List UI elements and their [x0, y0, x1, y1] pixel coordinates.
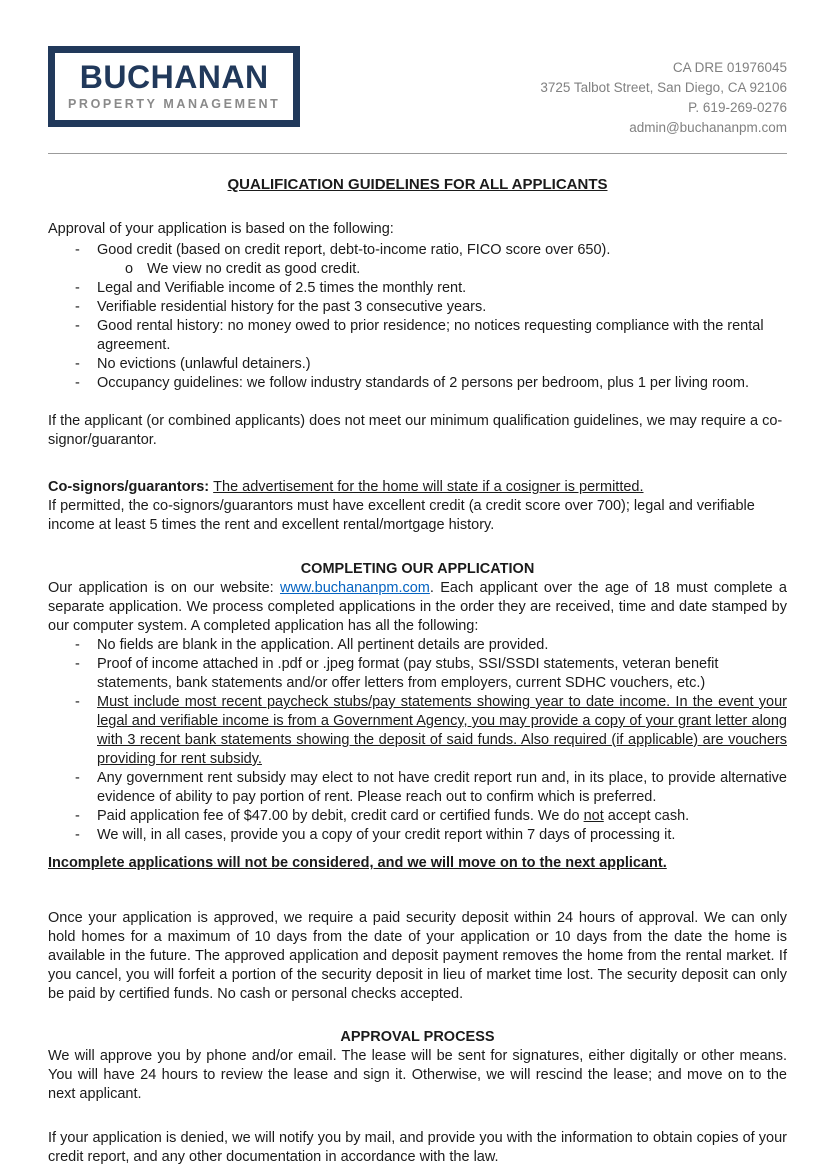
list-item-text-underlined: Must include most recent paycheck stubs/pay statements showing year to date income. In the event your legal and verifiable income is from a Government Agency, you may provide a copy of your grant letter along with 3 recent bank statements showing the deposit of said funds. Also required (if applicable) are vouchers providing for rent subsidy. — [97, 694, 787, 767]
bullet-dash-icon: - — [75, 694, 80, 710]
list-item-text: Proof of income attached in .pdf or .jpeg format (pay stubs, SSI/SSDI statements, veteran benefit statements, bank statements and/or offer letters from employers, current SDHC vouchers, etc.) — [97, 656, 719, 691]
approval-paragraph-2: If your application is denied, we will notify you by mail, and provide you with the information to obtain copies of your credit report, and any other documentation in accordance with the law. — [48, 1130, 787, 1165]
page-title: QUALIFICATION GUIDELINES FOR ALL APPLICANTS — [227, 176, 608, 193]
list-item-text — [97, 807, 787, 826]
bullet-dash-icon: - — [75, 242, 80, 258]
logo-company-name: BUCHANAN — [79, 59, 269, 95]
deposit-paragraph: Once your application is approved, we require a paid security deposit within 24 hours of approval. We can only hold homes for a maximum of 10 days from the date of your application or 10 days from the date the home is available in the future. The approved application and deposit payment removes the home from the rental market. If you cancel, you will forfeit a portion of the security deposit in lieu of market time lost. The security deposit can only be paid by certified funds. No cash or personal checks accepted. — [48, 910, 787, 1002]
completing-list — [75, 636, 787, 845]
cosigner-note: If the applicant (or combined applicants) does not meet our minimum qualification guidelines, we may require a co-signor/guarantor. — [48, 413, 783, 448]
intro-before-link: Our application is on our website: — [48, 580, 280, 596]
list-item — [75, 693, 787, 769]
incomplete-warning: Incomplete applications will not be considered, and we will move on to the next applicant. — [48, 855, 667, 871]
bullet-dash-icon: - — [75, 318, 80, 334]
fee-text-before: Paid application fee of $47.00 by debit, credit card or certified funds. We do — [97, 808, 584, 824]
contact-phone: P. 619-269-0276 — [688, 100, 787, 115]
list-item — [75, 317, 787, 355]
list-item-text: Any government rent subsidy may elect to not have credit report run and, in its place, to provide alternative evidence of ability to pay portion of rent. Please reach out to confirm which is preferred. — [97, 770, 787, 805]
bullet-dash-icon: - — [75, 770, 80, 786]
bullet-dash-icon: - — [75, 637, 80, 653]
list-item-text: We view no credit as good credit. — [147, 261, 361, 277]
bullet-dash-icon: - — [75, 375, 80, 391]
letterhead — [48, 46, 787, 138]
intro-after-link: . Each applicant over the age of 18 must complete a separate application. We process completed applications in the order they are received, time and date stamped by our computer system. A completed application has all the following: — [48, 580, 787, 634]
list-item — [75, 636, 787, 655]
section-heading-completing: COMPLETING OUR APPLICATION — [300, 561, 535, 577]
cosigners-label: Co-signors/guarantors: — [48, 479, 214, 495]
fee-text-after: accept cash. — [603, 808, 690, 824]
list-item — [75, 769, 787, 807]
bullet-dash-icon: - — [75, 280, 80, 296]
qualification-list — [75, 241, 787, 393]
logo-tagline: PROPERTY MANAGEMENT — [68, 97, 281, 111]
cosigners-body-text: If permitted, the co-signors/guarantors must have excellent credit (a credit score over 700); legal and verifiable income at least 5 times the rent and excellent rental/mortgage history. — [48, 498, 755, 533]
bullet-dash-icon: - — [75, 808, 80, 824]
list-item-text: We will, in all cases, provide you a copy of your credit report within 7 days of processing it. — [97, 827, 676, 843]
section-heading-approval: APPROVAL PROCESS — [340, 1029, 495, 1045]
list-item — [75, 655, 787, 693]
list-item-text: Good rental history: no money owed to prior residence; no notices requesting compliance with the rental agreement. — [97, 318, 764, 353]
completing-intro — [48, 579, 787, 636]
list-item — [75, 279, 787, 298]
list-item — [75, 826, 787, 845]
bullet-dash-icon: - — [75, 827, 80, 843]
list-item — [75, 241, 787, 260]
list-item-text: Legal and Verifiable income of 2.5 times the monthly rent. — [97, 280, 467, 296]
list-item-text: Good credit (based on credit report, debt-to-income ratio, FICO score over 650). — [97, 242, 611, 258]
approval-paragraph-1: We will approve you by phone and/or email. The lease will be sent for signatures, either digitally or other means. You will have 24 hours to review the lease and sign it. Otherwise, we will rescind the lease; and move on to the next applicant. — [48, 1048, 787, 1102]
contact-email: admin@buchananpm.com — [629, 120, 787, 135]
list-item — [75, 355, 787, 374]
fee-not-underlined: not — [583, 808, 604, 824]
list-item — [75, 807, 787, 826]
company-logo — [48, 46, 300, 127]
header-divider — [48, 153, 787, 154]
contact-address: 3725 Talbot Street, San Diego, CA 92106 — [540, 80, 787, 95]
bullet-dash-icon: - — [75, 356, 80, 372]
cosigners-underlined-text: The advertisement for the home will state if a cosigner is permitted. — [213, 479, 644, 495]
approval-intro: Approval of your application is based on the following: — [48, 221, 394, 237]
list-item — [75, 298, 787, 317]
list-item — [75, 374, 787, 393]
website-link[interactable]: www.buchananpm.com — [279, 580, 430, 596]
bullet-dash-icon: - — [75, 656, 80, 672]
contact-license: CA DRE 01976045 — [672, 60, 787, 75]
list-item-text: Verifiable residential history for the past 3 consecutive years. — [97, 299, 487, 315]
bullet-circle-icon: o — [125, 261, 134, 277]
contact-info — [540, 46, 787, 138]
cosigners-paragraph — [48, 478, 787, 535]
list-subitem — [125, 260, 787, 279]
list-item-text: Occupancy guidelines: we follow industry standards of 2 persons per bedroom, plus 1 per living room. — [97, 375, 750, 391]
list-item-text: No fields are blank in the application. All pertinent details are provided. — [97, 637, 549, 653]
bullet-dash-icon: - — [75, 299, 80, 315]
list-item-text: No evictions (unlawful detainers.) — [97, 356, 311, 372]
